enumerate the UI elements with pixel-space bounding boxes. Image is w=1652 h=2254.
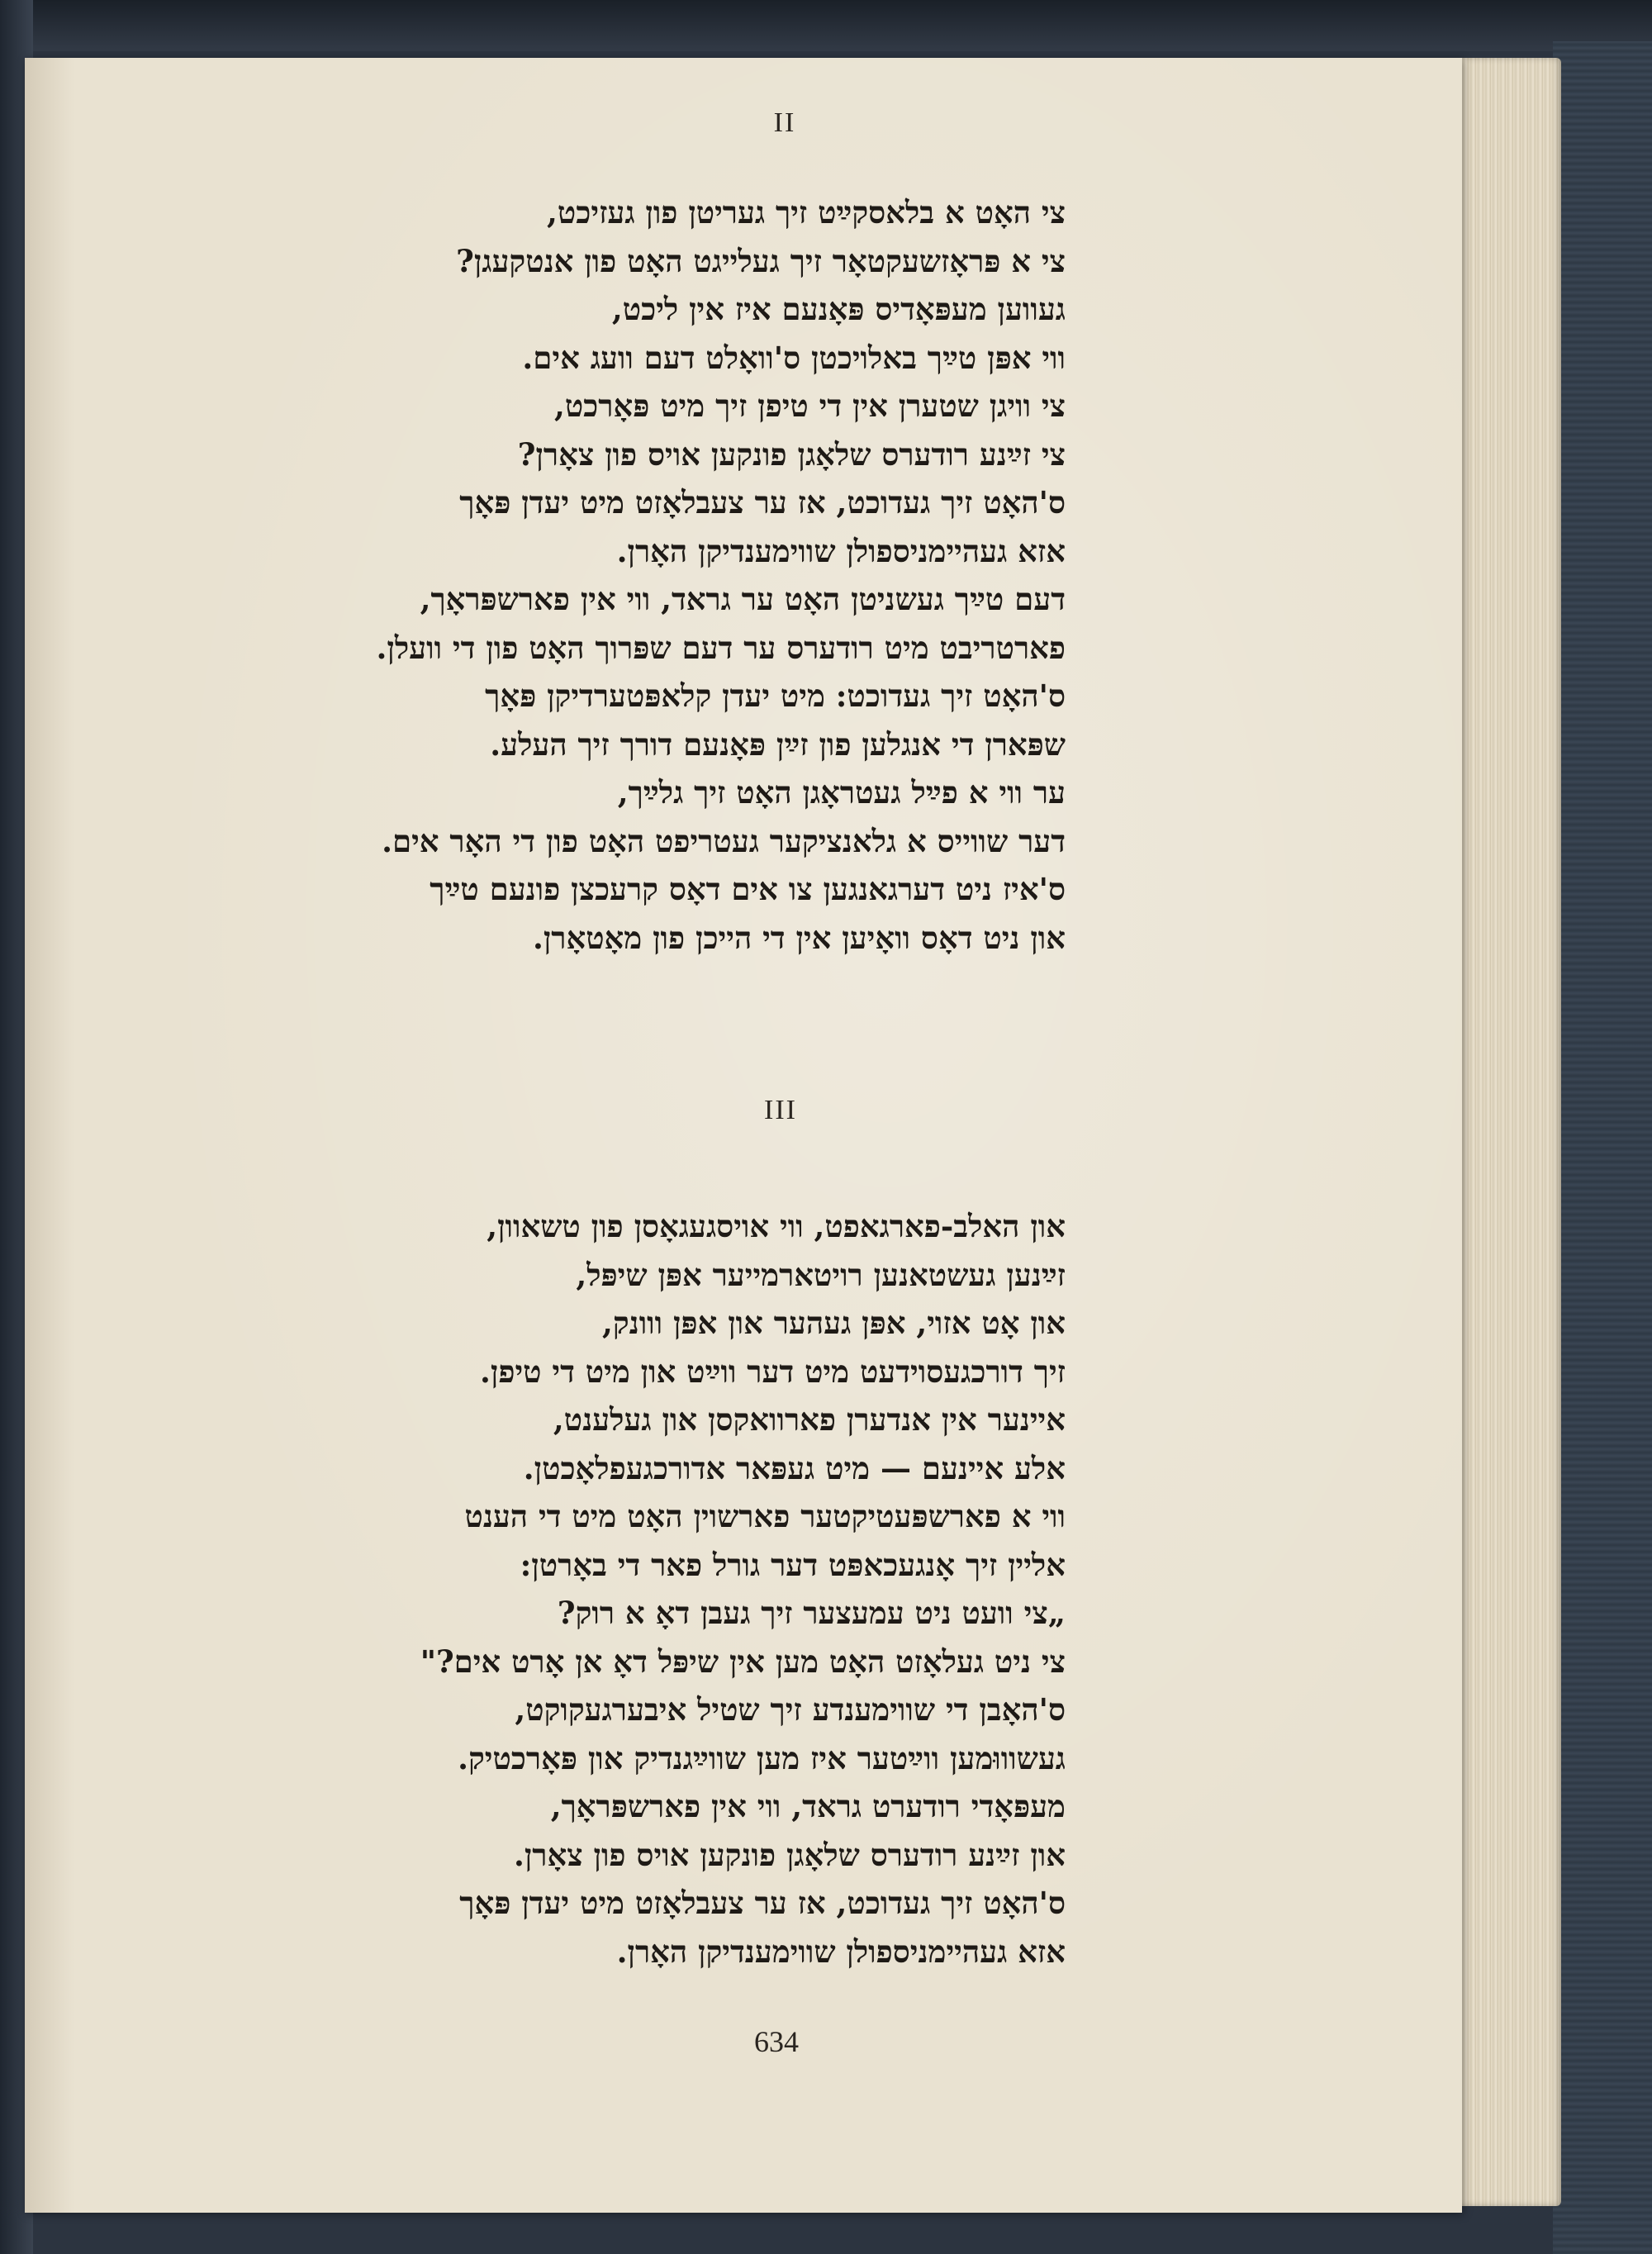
poem-line: צי האָט א בלאסקײַט זיך געריטן פון געזיכט, xyxy=(547,194,1066,231)
poem-line: צי א פּראָזשעקטאָר זיך געלייגט האָט פון אנטקעגן? xyxy=(456,242,1066,279)
book-cover-edge xyxy=(1553,41,1652,2254)
poem-line: אליין זיך אָנגעכאפּט דער גורל פאר די באָרטן: xyxy=(520,1546,1066,1583)
page-edges xyxy=(1454,58,1561,2206)
book-page xyxy=(25,58,1462,2213)
poem-line: ווי אפּן טײַך באלויכטן ס'וואָלט דעם וועג אים. xyxy=(522,339,1066,376)
poem-line: אזא געהיימניספולן שווימענדיקן האָרן. xyxy=(616,1933,1066,1970)
poem-line: ער ווי א פײַל געטראָגן האָט זיך גלײַך, xyxy=(617,774,1066,811)
poem-line: ווי א פארשפּעטיקטער פארשוין האָט מיט די הענט xyxy=(464,1498,1066,1534)
poem-line: ס'האָט זיך געדוכט, אז ער צעבלאָזט מיט יעדן פּאָך xyxy=(459,1885,1066,1921)
poem-line: שפּארן די אנגלען פון זײַן פּאָנעם דורך זיך העלע. xyxy=(490,725,1066,763)
poem-line: געשוווּמען ווײַטער איז מען שווײַגנדיק און פּאָרכטיק. xyxy=(458,1739,1066,1776)
poem-line: און האלב-פארגאפט, ווי אויסגעגאָסן פון טשאוון, xyxy=(487,1208,1066,1244)
page-number: 634 xyxy=(754,2025,799,2058)
poem-line: „צי וועט ניט עמעצער זיך געבן דאָ א רוק? xyxy=(557,1595,1066,1631)
poem-line: דעם טײַך געשניטן האָט ער גראד, ווי אין פארשפּראָך, xyxy=(420,581,1066,617)
poem-line: צי ניט געלאָזט האָט מען אין שיפּל דאָ אן אָרט אים?" xyxy=(420,1643,1066,1680)
poem-line: צי וויגן שטערן אין די טיפן זיך מיט פּאָרכט, xyxy=(553,388,1066,424)
poem-line: איינער אין אנדערן פארוואקסן און געלענט, xyxy=(553,1401,1066,1438)
poem-line: געווען מעפּאָדיס פּאָנעם איז אין ליכט, xyxy=(611,291,1066,327)
backdrop-top xyxy=(0,0,1652,51)
poem-line: און ניט דאָס וואָיען אין די הייכן פון מאָטאָרן. xyxy=(532,919,1066,956)
poem-line: פארטריבט מיט רודערס ער דעם שפּרוך האָט פון די וועלן. xyxy=(376,629,1066,666)
poem-line: מעפּאָדי רודערט גראד, ווי אין פארשפּראָך, xyxy=(550,1788,1066,1824)
section-numeral-ii: II xyxy=(773,107,796,138)
poem-line: צי זײַנע רודערס שלאָגן פונקען אויס פון צאָרן? xyxy=(517,435,1066,473)
poem-stanza-ii xyxy=(25,188,1066,962)
poem-stanza-iii xyxy=(25,1202,1066,1976)
poem-line: זיך דורכגעסוידעט מיט דער ווײַט און מיט די טיפן. xyxy=(480,1353,1066,1390)
poem-line: דער שווייס א גלאנציקער געטריפט האָט פון די האָר אים. xyxy=(382,822,1066,859)
poem-line: זײַנען געשטאנען רויטארמייער אפּן שיפּל, xyxy=(576,1256,1066,1293)
poem-line: און אָט אזוי, אפּן געהער און אפּן ווונק, xyxy=(602,1305,1066,1341)
poem-line: ס'איז ניט דערגאנגען צו אים דאָס קרעכצן פונעם טײַך xyxy=(430,871,1066,907)
poem-line: ס'האָבן די שווימענדע זיך שטיל איבערגעקוקט, xyxy=(515,1691,1066,1728)
poem-line: ס'האָט זיך געדוכט: מיט יעדן קלאפּטערדיקן פּאָך xyxy=(485,678,1066,714)
poem-line: אלע איינעם — מיט געפּאר אדורכגעפלאָכטן. xyxy=(523,1449,1066,1486)
poem-line: ס'האָט זיך געדוכט, אז ער צעבלאָזט מיט יעדן פּאָך xyxy=(459,484,1066,521)
section-numeral-iii: III xyxy=(764,1095,797,1125)
poem-line: און זײַנע רודערס שלאָגן פונקען אויס פון צאָרן. xyxy=(514,1836,1066,1873)
poem-line: אזא געהיימניספולן שווימענדיקן האָרן. xyxy=(616,532,1066,569)
